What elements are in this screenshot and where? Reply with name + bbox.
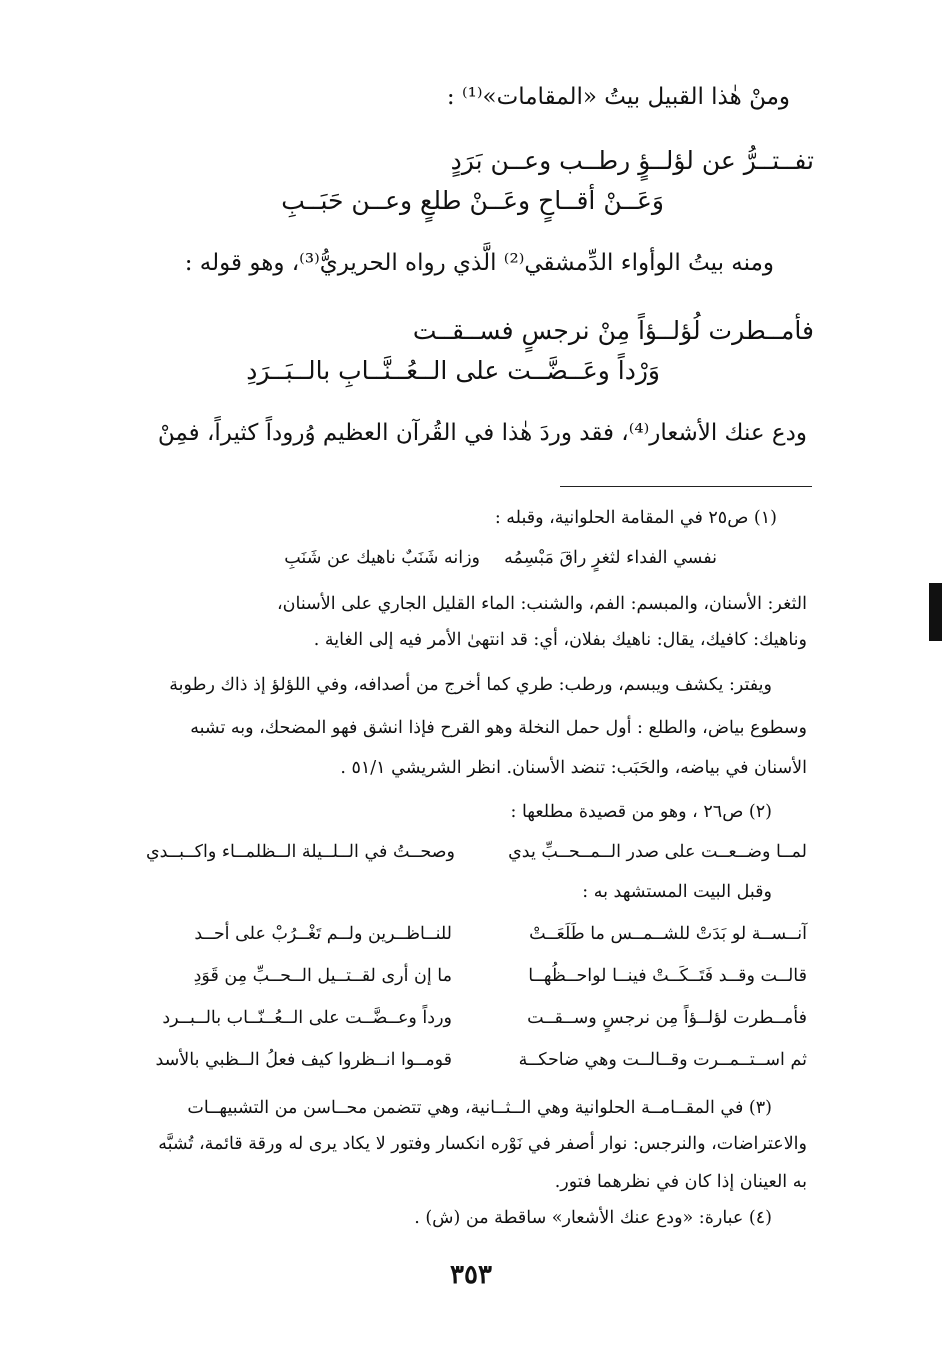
footnote-1-verse-hemistich-1: نفسي الفداء لثغرٍ راقَ مَبْسِمُه [504,548,717,568]
footnote-1-line-2: وناهيك: كافيك، يقال: ناهيك بفلان، أي: قد انتهىٰ الأمر فيه إلى الغاية . [313,630,807,650]
footnote-2-heading: (٢) ص٢٦ ، وهو من قصيدة مطلعها : [510,802,772,822]
footnote-2-verse-2-hemistich-2: للنــاظــرين ولــم تَغْــرُبْ على أحــد [194,924,452,944]
intro-line-2: ومنه بيتُ الوأواء الدِّمشقي⁽²⁾ الَّذي رواه الحريريُّ⁽³⁾، وهو قوله : [184,250,774,276]
intro-line-1: ومنْ هٰذا القبيل بيتُ «المقامات»⁽¹⁾ : [446,84,790,110]
footnote-1-line-1: الثغر: الأسنان، والمبسم: الفم، والشنب: الماء القليل الجاري على الأسنان، [277,594,807,614]
footnote-2-middle-line: وقبل البيت المستشهد به : [582,882,772,902]
footnote-1-verse-hemistich-2: وزانه شَنَبٌ ناهيك عن شَنَبِ [284,548,480,568]
footnote-separator [560,486,812,487]
footnote-2-verse-1-hemistich-1: لمــا وضــعــت على صدر الــمــحــبِّ يدي [508,842,807,862]
footnote-2-verse-4-hemistich-1: فأمــطرت لؤلــؤاً مِن نرجسٍ وســقــت [527,1008,807,1028]
footnote-2-verse-1-hemistich-2: وصحــتُ في الــلــيلة الــظلمــاء واكــبــدي [145,842,455,862]
footnote-1-line-5: الأسنان في بياضه، والحَبَب: تنضد الأسنان. انظر الشريشي ٥١/١ . [340,758,807,778]
footnote-4: (٤) عبارة: «ودع عنك الأشعار» ساقطة من (ش) . [414,1208,772,1228]
footnote-2-verse-3-hemistich-2: ما إن أرى لقــتــيل الــحــبِّ مِن قَوَدِ [193,966,452,986]
verse-2-hemistich-2: وَرْداً وعَــضَّــت على الــعُــنَّــابِ بالــبَــرَدِ [246,356,660,385]
footnote-3-line-3: به العينان إذا كان في نظرهما فتور. [554,1172,807,1192]
footnote-3-line-1: (٣) في المقــامــة الحلوانية وهي الــثــانية، وهي تتضمن محــاسن من التشبيهــات [187,1098,772,1118]
footnote-2-verse-3-hemistich-1: قالــت وقــد فَتَــكَــتْ فينــا لواحــظُهــا [528,966,807,986]
footnote-1-line-3: ويفتر: يكشف ويبسم، ورطب: طري كما أخرج من أصدافه، وفي اللؤلؤ إذ ذاك رطوبة [169,675,772,695]
footnote-2-verse-4-hemistich-2: ورداً وعــضَّــت على الــعُــنّــاب بالــبــرد [162,1008,452,1028]
verse-1-hemistich-2: وَعَــنْ أقــاحٍ وعَــنْ طلعٍ وعــن حَبَــبِ [281,186,664,215]
edge-marker [929,583,942,641]
verse-1-hemistich-1: تفــتــرُّ عن لؤلــؤٍ رطــب وعــن بَرَدٍ [450,146,814,175]
footnote-3-line-2: والاعتراضات، والنرجس: نوار أصفر في نَوْره انكسار وفتور لا يكاد يرى له ورقة قائمة، تُشبَّه [158,1134,807,1154]
page-number: ٣٥٣ [450,1260,492,1290]
verse-2-hemistich-1: فأمــطرت لُؤلــؤاً مِنْ نرجسٍ فســقــت [412,316,814,345]
continuation-line: ودع عنك الأشعار⁽⁴⁾، فقد وردَ هٰذا في القُرآن العظيم وُروداً كثيراً، فمِنْ [157,420,807,446]
footnote-2-verse-2-hemistich-1: آنــســة لو بَدَتْ للشــمــس ما طَلَعَــتْ [529,924,807,944]
footnote-1-line-4: وسطوع بياض، والطلع : أول حمل النخلة وهو القرح فإذا انشق فهو المضحك، وبه تشبه [190,718,807,738]
footnote-2-verse-5-hemistich-1: ثم اســتــمــرت وقــالــت وهي ضاحكــة [518,1050,807,1070]
footnote-1-heading: (١) ص٢٥ في المقامة الحلوانية، وقبله : [494,508,777,528]
footnote-2-verse-5-hemistich-2: قومــوا انــظروا كيف فعلُ الــظبي بالأسد [155,1050,452,1070]
